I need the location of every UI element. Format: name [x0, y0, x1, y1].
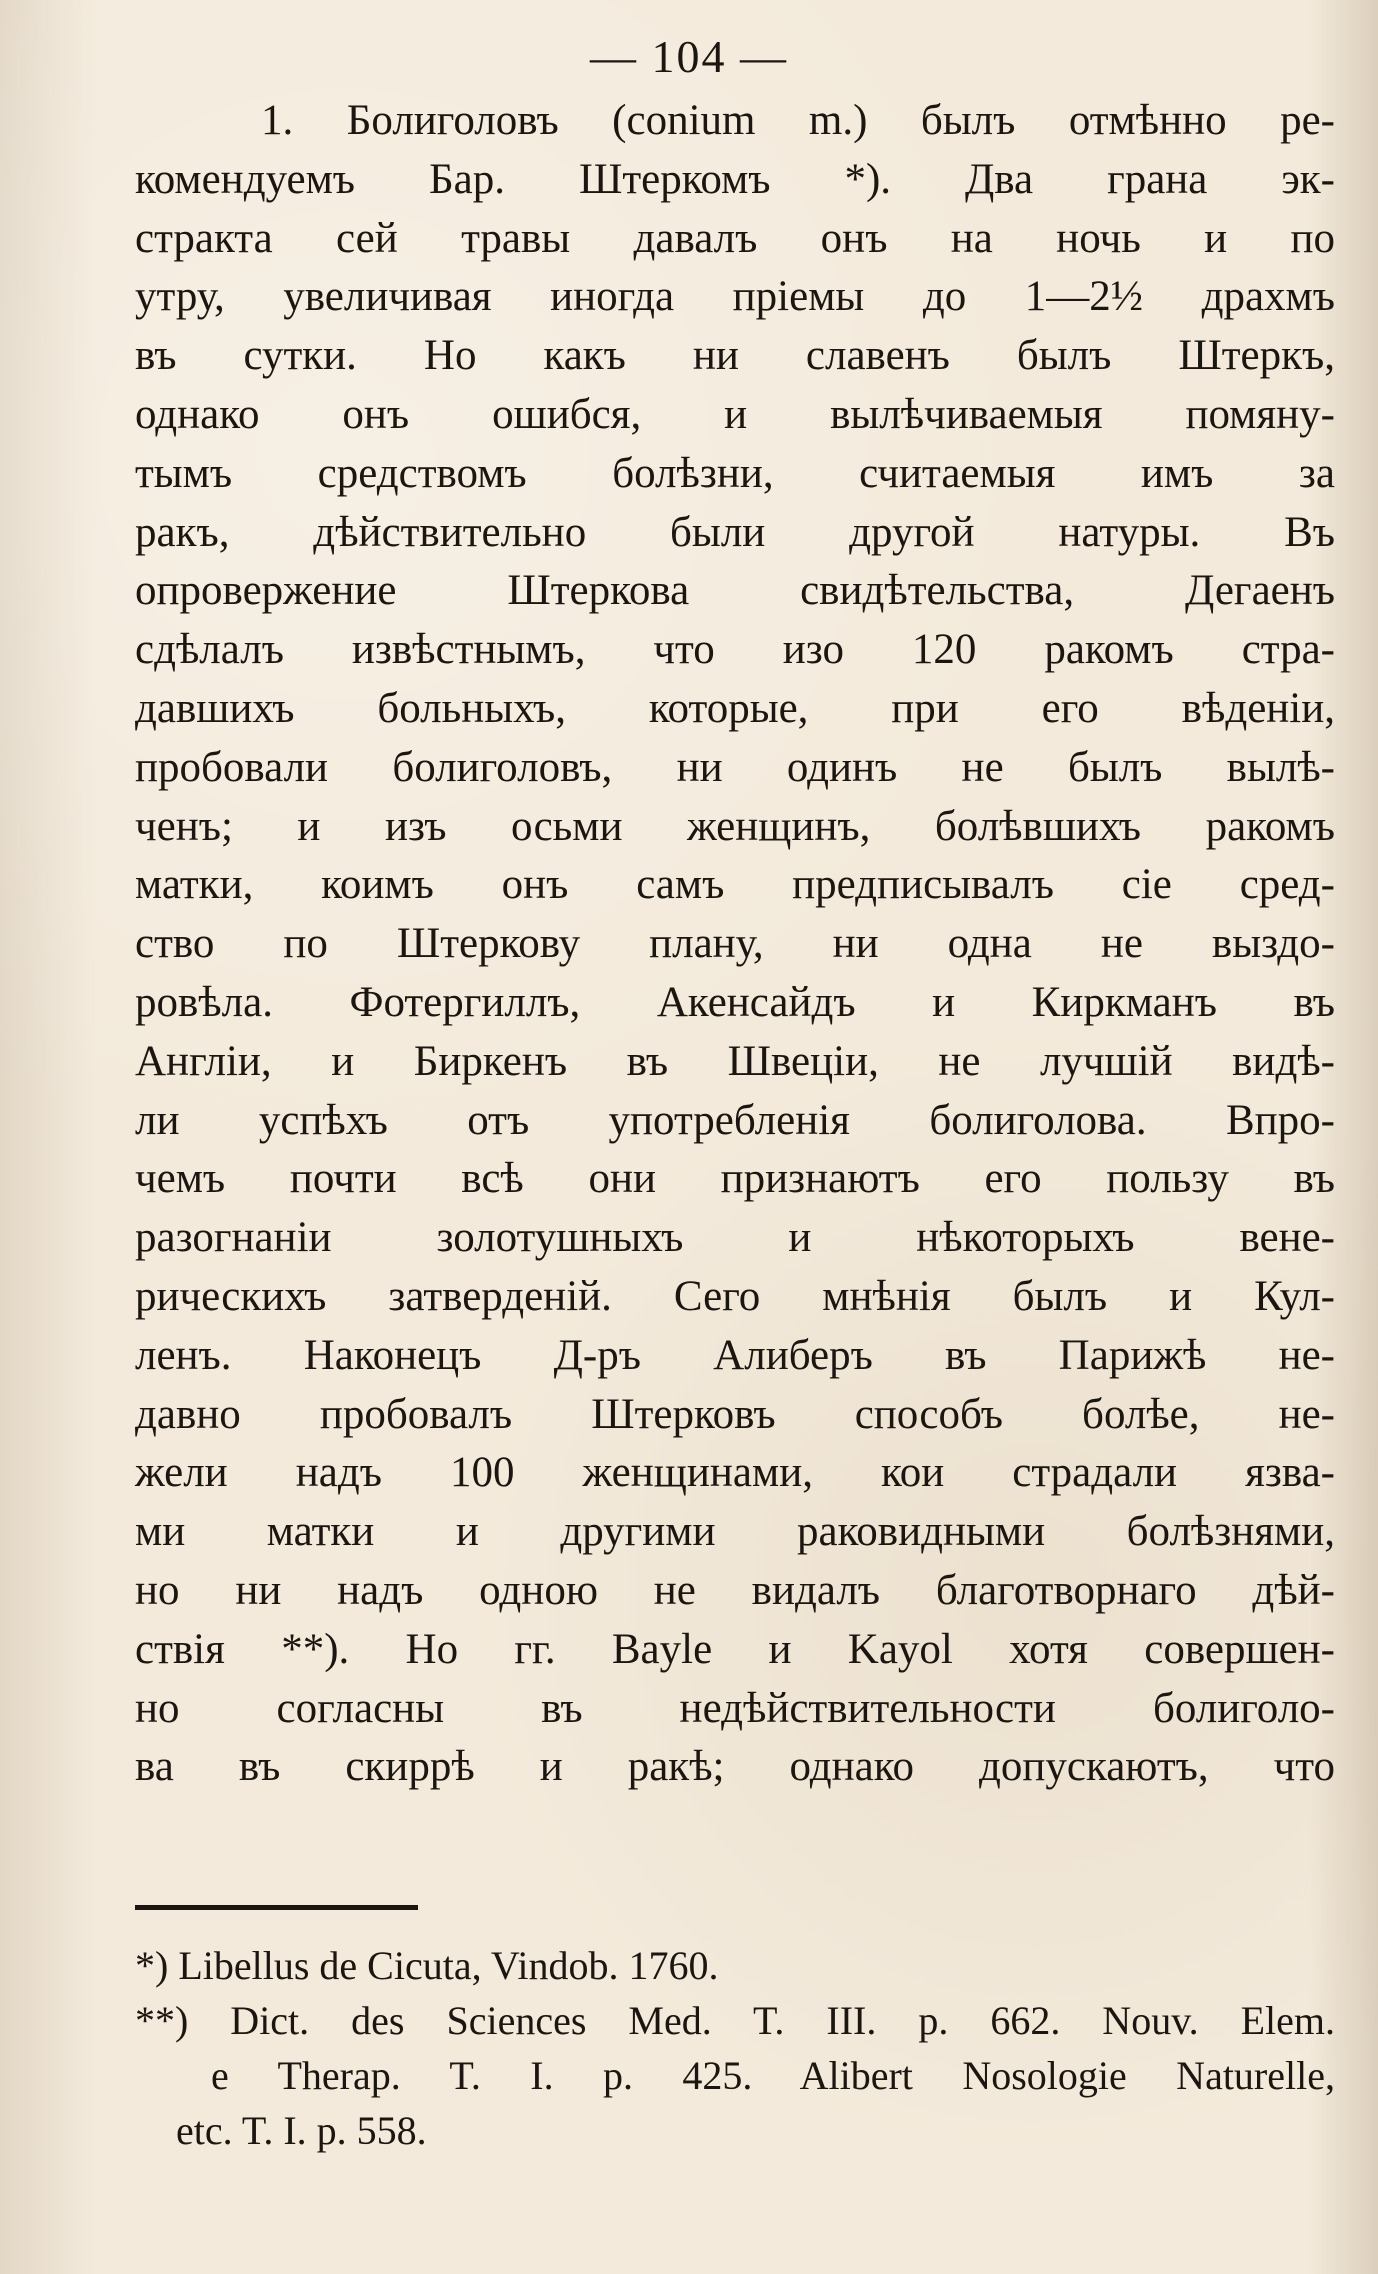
footnotes: [135, 1938, 1335, 2158]
footnote-1: *) Libellus de Cicuta, Vindob. 1760.: [135, 1943, 719, 1988]
text-line: ракъ, дѣйствительно были другой натуры. Въ: [135, 508, 1335, 556]
text-line: комендуемъ Бар. Штеркомъ *). Два грана эк-: [135, 155, 1335, 203]
text-line: въ сутки. Но какъ ни славенъ былъ Штеркъ,: [135, 332, 1335, 380]
text-line: разогнаніи золотушныхъ и нѣкоторыхъ вене-: [135, 1214, 1335, 1262]
text-line: сдѣлалъ извѣстнымъ, что изо 120 ракомъ стра-: [135, 626, 1335, 674]
text-line: опровержение Штеркова свидѣтельства, Дегаенъ: [135, 567, 1335, 615]
footnote-rule: [135, 1905, 418, 1910]
text-line: но ни надъ одною не видалъ благотворнаго дѣй-: [135, 1566, 1335, 1614]
text-line: ли успѣхъ отъ употребленія болиголова. Впро-: [135, 1096, 1335, 1144]
text-line: давно пробовалъ Штерковъ способъ болѣе, не-: [135, 1390, 1335, 1438]
footnote-2-continued: e Therap. T. I. p. 425. Alibert Nosologie Naturelle,: [211, 2053, 1335, 2098]
text-line: ствія **). Но гг. Bayle и Kayol хотя совершен-: [135, 1625, 1335, 1673]
text-line: жели надъ 100 женщинами, кои страдали язва-: [135, 1449, 1335, 1497]
text-line: но согласны въ недѣйствительности болиголо-: [135, 1684, 1335, 1732]
text-line: матки, коимъ онъ самъ предписывалъ сіе сред-: [135, 861, 1335, 909]
text-line: ми матки и другими раковидными болѣзнями,: [135, 1508, 1335, 1556]
text-line: пробовали болиголовъ, ни одинъ не былъ вылѣ-: [135, 743, 1335, 791]
body-text: [135, 92, 1335, 1797]
text-line: ленъ. Наконецъ Д-ръ Алиберъ въ Парижѣ не-: [135, 1331, 1335, 1379]
text-line: ровѣла. Фотергиллъ, Акенсайдъ и Киркманъ въ: [135, 978, 1335, 1026]
text-line: давшихъ больныхъ, которые, при его вѣденіи,: [135, 684, 1335, 732]
text-line: 1. Болиголовъ (conium m.) былъ отмѣнно ре-: [261, 97, 1335, 144]
text-line: чемъ почти всѣ они признаютъ его пользу въ: [135, 1155, 1335, 1203]
footnote-2: **) Dict. des Sciences Med. T. III. p. 662. Nouv. Elem.: [135, 1998, 1335, 2043]
text-line: ство по Штеркову плану, ни одна не выздо-: [135, 920, 1335, 968]
text-line: однако онъ ошибся, и вылѣчиваемыя помяну-: [135, 390, 1335, 438]
text-line: рическихъ затверденій. Сего мнѣнія былъ и Кул-: [135, 1272, 1335, 1320]
text-line: Англіи, и Биркенъ въ Швеціи, не лучшій видѣ-: [135, 1037, 1335, 1085]
footnote-2-end: etc. T. I. p. 558.: [176, 2108, 427, 2153]
text-line: утру, увеличивая иногда пріемы до 1—2½ драхмъ: [135, 273, 1335, 321]
text-line: стракта сей травы давалъ онъ на ночь и по: [135, 214, 1335, 262]
page-number: — 104 —: [590, 31, 788, 82]
text-line: ченъ; и изъ осьми женщинъ, болѣвшихъ ракомъ: [135, 802, 1335, 850]
text-line: тымъ средствомъ болѣзни, считаемыя имъ за: [135, 449, 1335, 497]
text-line: ва въ скиррѣ и ракѣ; однако допускаютъ, что: [135, 1743, 1335, 1791]
